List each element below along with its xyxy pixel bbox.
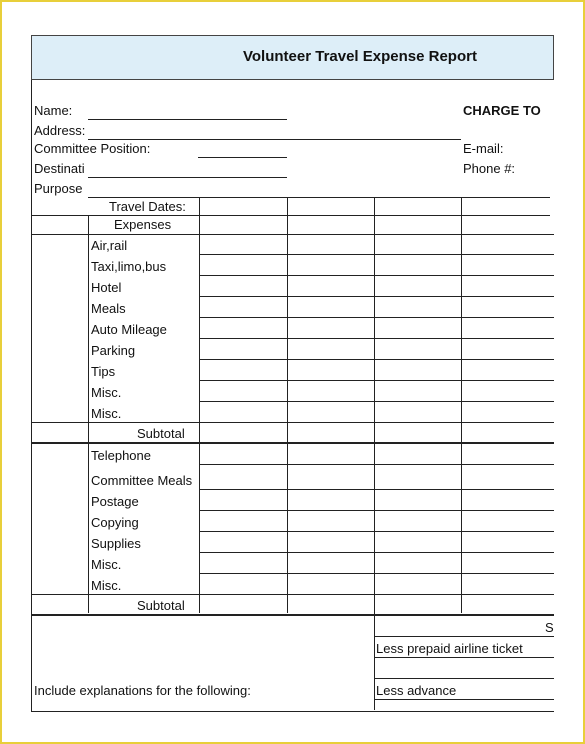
- expense-item-misc: Misc.: [91, 385, 122, 400]
- less-advance-label: Less advance: [376, 683, 457, 698]
- purpose-label: Purpose: [34, 181, 83, 196]
- expense-item-telephone: Telephone: [91, 448, 151, 463]
- expense-item-parking: Parking: [91, 343, 136, 358]
- expense-item-meals: Meals: [91, 301, 126, 316]
- destination-label: Destinati: [34, 161, 85, 176]
- expense-item-postage: Postage: [91, 494, 139, 509]
- explanations-label: Include explanations for the following:: [34, 683, 251, 698]
- expenses-header: Expenses: [114, 217, 172, 232]
- expense-item-hotel: Hotel: [91, 280, 122, 295]
- subtotal-label: Subtotal: [137, 426, 185, 441]
- expense-item-misc: Misc.: [91, 578, 122, 593]
- travel-dates-label: Travel Dates:: [109, 199, 186, 214]
- expense-item-tips: Tips: [91, 364, 116, 379]
- name-label: Name:: [34, 103, 73, 118]
- address-label: Address:: [34, 123, 86, 138]
- expense-item-misc: Misc.: [91, 557, 122, 572]
- subtotal-label: Subtotal: [137, 598, 185, 613]
- expense-item-copying: Copying: [91, 515, 139, 530]
- expense-item-misc: Misc.: [91, 406, 122, 421]
- expense-item-taxi: Taxi,limo,bus: [91, 259, 167, 274]
- expense-item-air-rail: Air,rail: [91, 238, 128, 253]
- charge-to-label: CHARGE TO: [463, 103, 541, 118]
- report-title: Volunteer Travel Expense Report: [243, 48, 477, 65]
- expense-item-supplies: Supplies: [91, 536, 141, 551]
- total-s-label: S: [545, 620, 554, 635]
- expense-item-auto-mileage: Auto Mileage: [91, 322, 167, 337]
- committee-position-label: Committee Position:: [34, 141, 151, 156]
- phone-label: Phone #:: [463, 161, 516, 176]
- email-label: E-mail:: [463, 141, 504, 156]
- less-prepaid-label: Less prepaid airline ticket: [376, 641, 523, 656]
- expense-item-committee-meals: Committee Meals: [91, 473, 193, 488]
